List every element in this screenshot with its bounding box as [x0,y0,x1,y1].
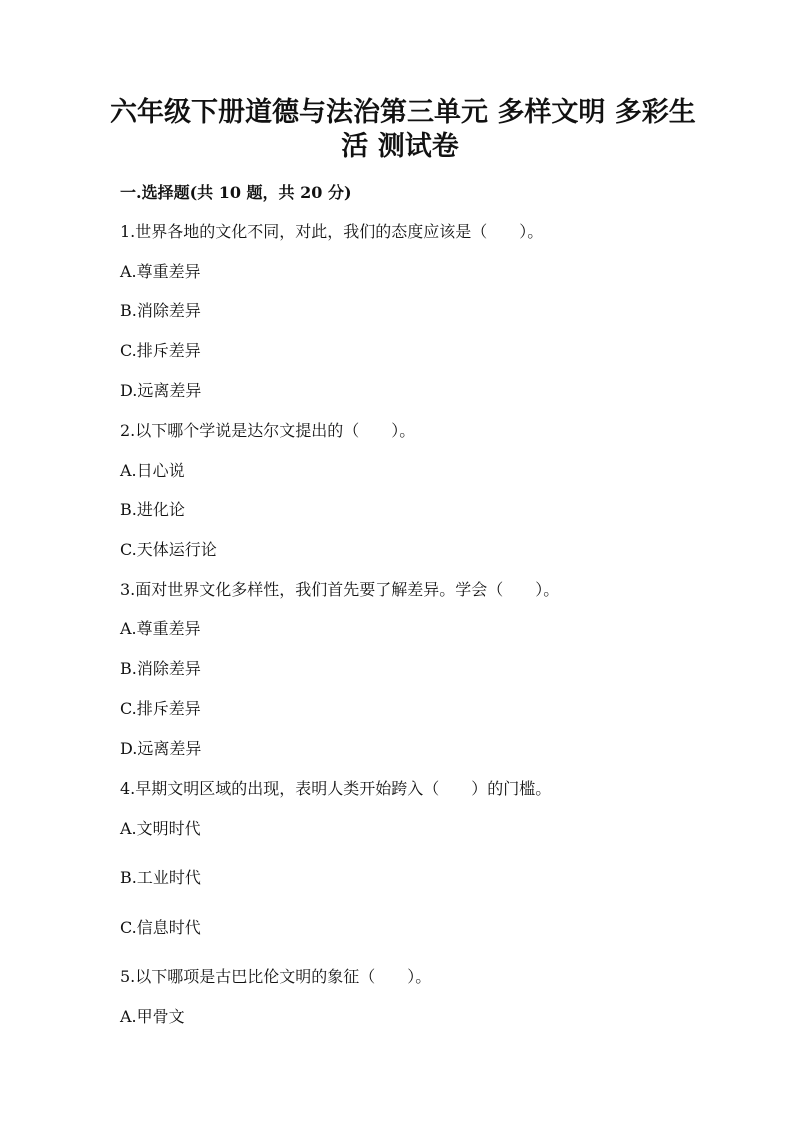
question-1-option-d: D.远离差异 [120,381,202,400]
question-1-option-c: C.排斥差异 [120,341,201,360]
question-4-option-b: B.工业时代 [120,868,201,887]
question-5-stem: 5.以下哪项是古巴比伦文明的象征（ ）。 [120,967,432,986]
question-1-stem: 1.世界各地的文化不同，对此，我们的态度应该是（ ）。 [120,222,544,241]
question-2-option-a: A.日心说 [120,461,185,480]
question-2-stem: 2.以下哪个学说是达尔文提出的（ ）。 [120,421,416,440]
question-2-option-c: C.天体运行论 [120,540,217,559]
question-5-option-a: A.甲骨文 [120,1007,185,1026]
question-3-option-a: A.尊重差异 [120,619,201,638]
question-3-option-c: C.排斥差异 [120,699,201,718]
question-1-option-b: B.消除差异 [120,301,201,320]
question-4-option-c: C.信息时代 [120,918,201,937]
question-2-option-b: B.进化论 [120,500,185,519]
question-3-option-d: D.远离差异 [120,739,202,758]
question-1-option-a: A.尊重差异 [120,262,201,281]
title-line-2: 活 测试卷 [341,131,459,162]
title-line-1: 六年级下册道德与法治第三单元 多样文明 多彩生 [110,97,696,128]
question-4-stem: 4.早期文明区域的出现，表明人类开始跨入（ ）的门槛。 [120,779,552,798]
question-3-stem: 3.面对世界文化多样性，我们首先要了解差异。学会（ ）。 [120,580,560,599]
section-heading: 一.选择题(共 10 题，共 20 分) [120,183,352,202]
question-3-option-b: B.消除差异 [120,659,201,678]
question-4-option-a: A.文明时代 [120,819,201,838]
